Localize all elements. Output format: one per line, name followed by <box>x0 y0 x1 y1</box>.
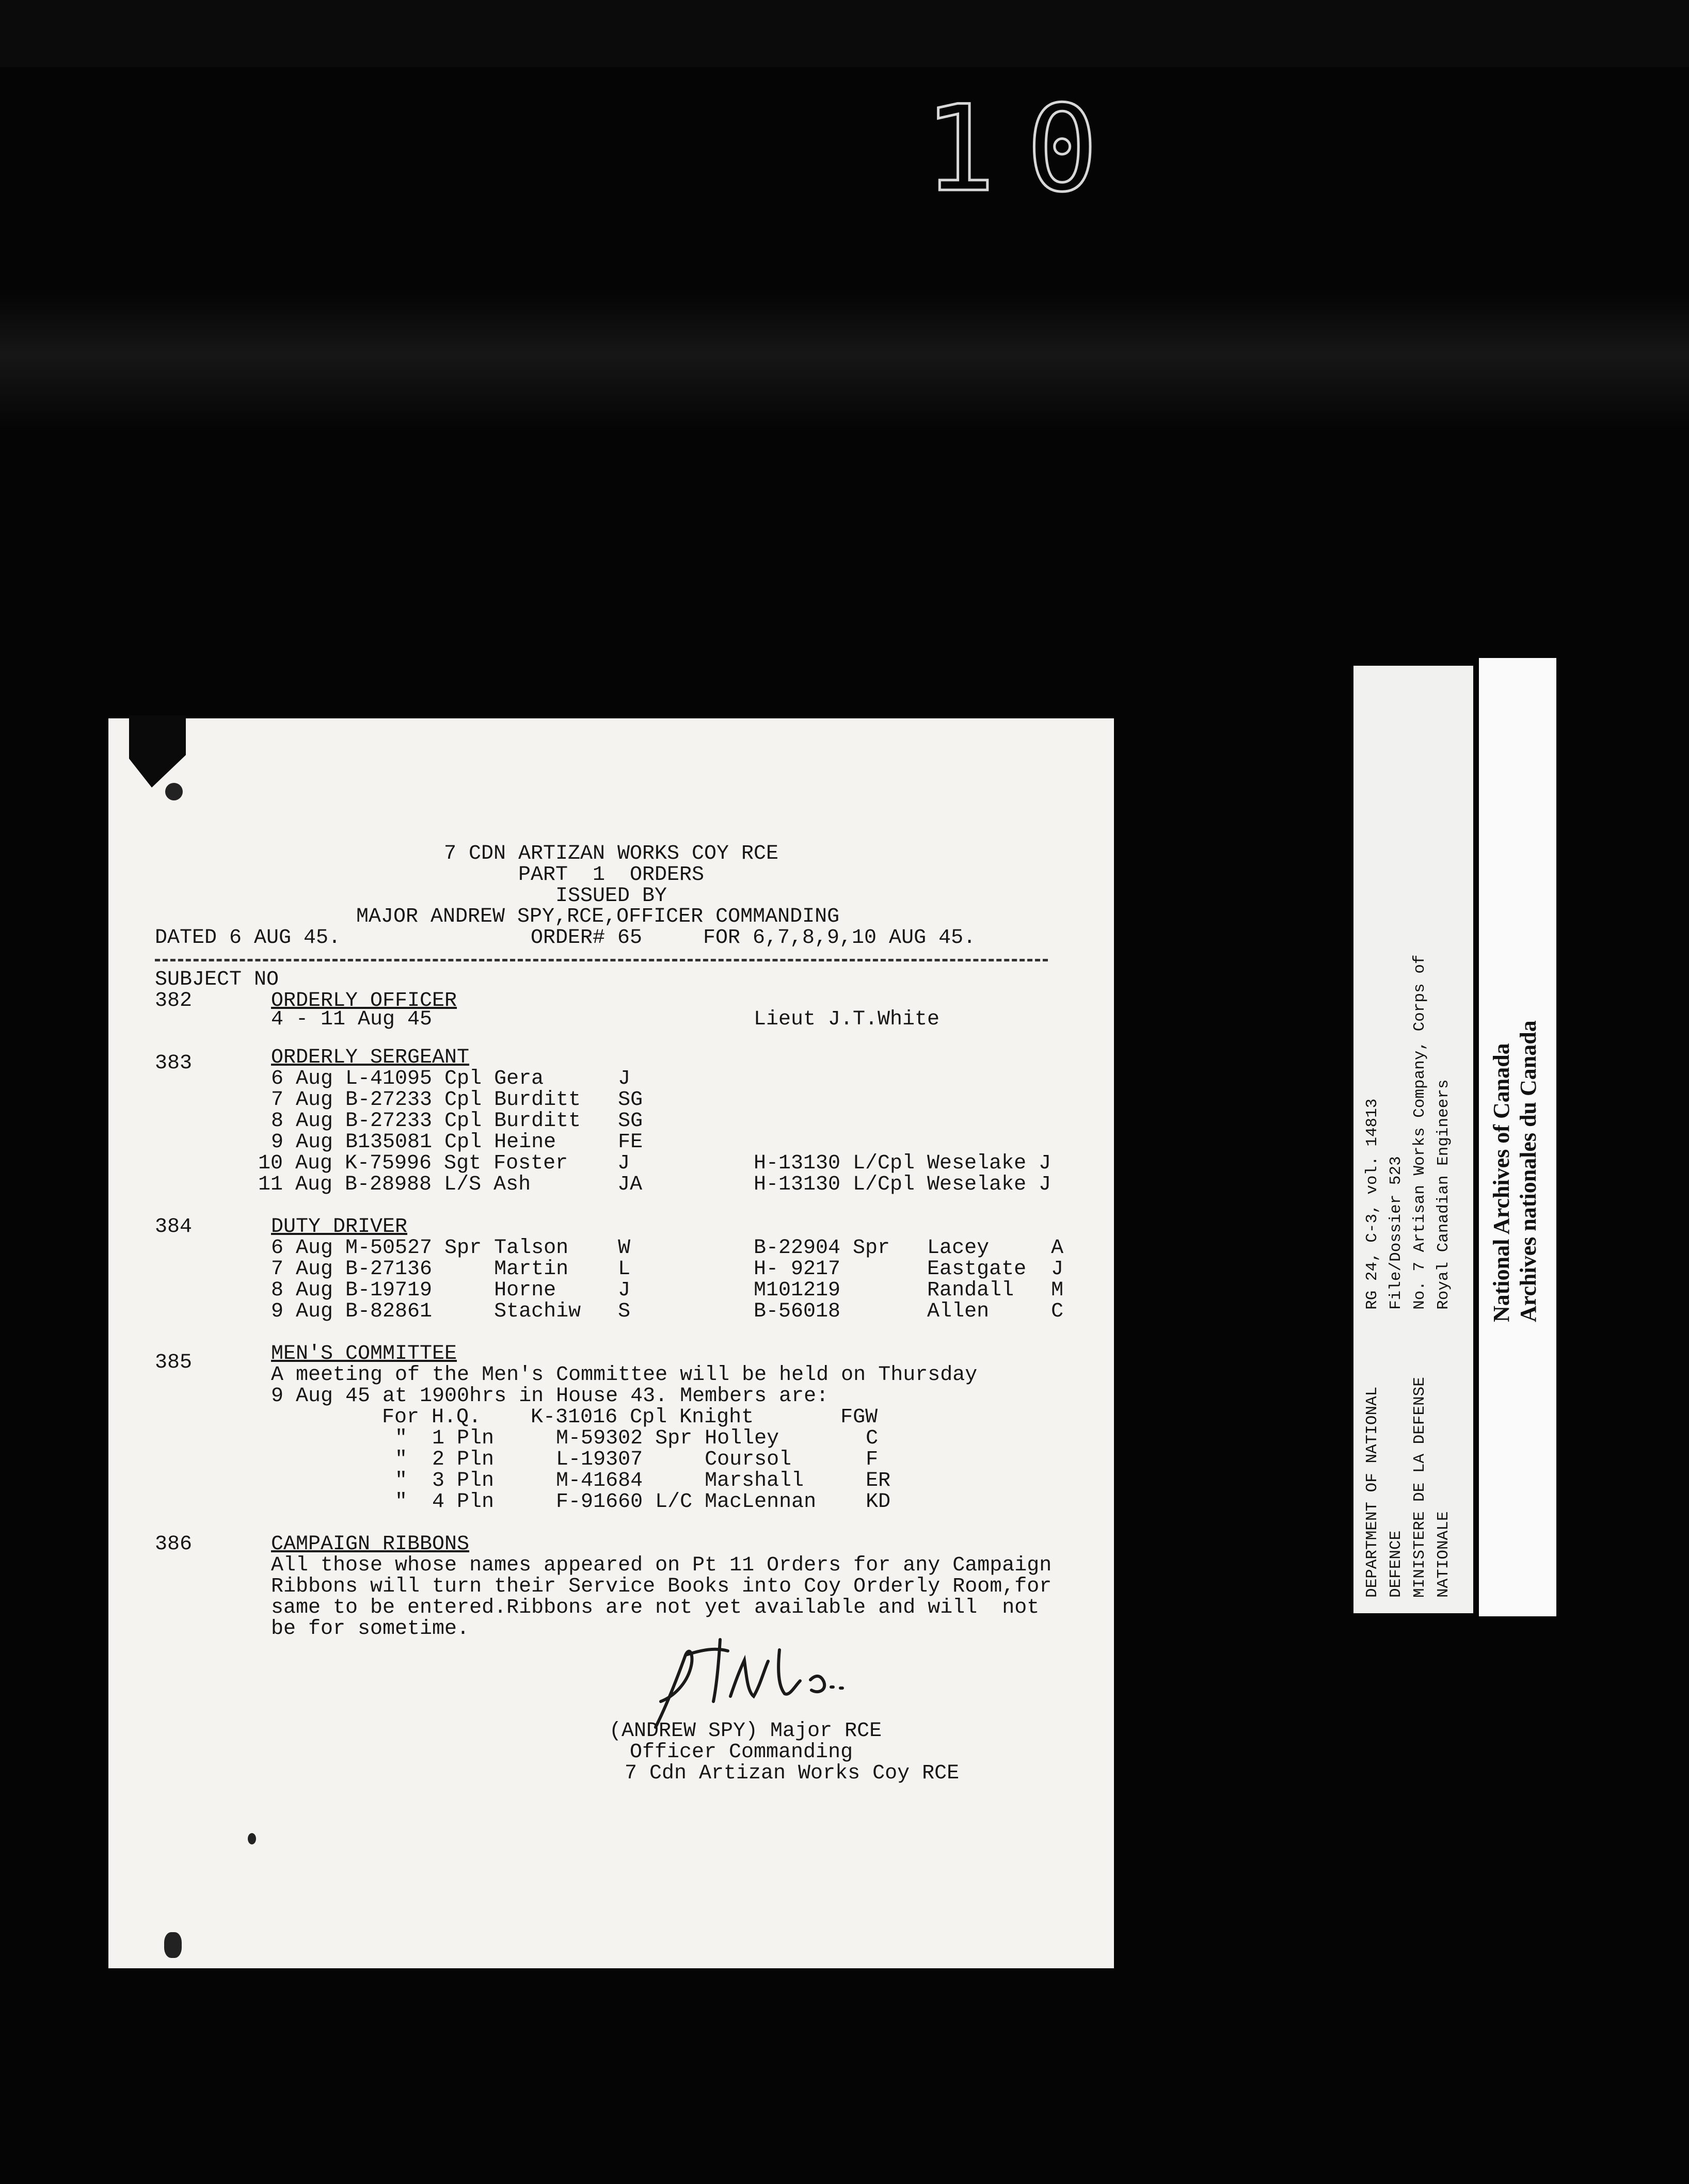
subject-number: 386 <box>155 1533 193 1556</box>
order-number: ORDER# 65 <box>531 926 643 950</box>
frame-number: 10 <box>924 81 1129 218</box>
section-title: MEN'S COMMITTEE <box>271 1342 457 1366</box>
unit-heading: 7 CDN ARTIZAN WORKS COY RCE <box>443 842 779 865</box>
ribbons-text: be for sometime. <box>271 1617 470 1641</box>
alternate-entry: M101219 Randall M <box>754 1279 1064 1302</box>
label-line: NATIONALE Royal Canadian Engineers <box>1435 1079 1453 1598</box>
for-dates: FOR 6,7,8,9,10 AUG 45. <box>703 926 976 950</box>
roster-row: 11 Aug B-28988 L/S Ash JA <box>258 1173 643 1196</box>
committee-text: A meeting of the Men's Committee will be held on Thursday <box>271 1363 978 1387</box>
ribbons-text: All those whose names appeared on Pt 11 Orders for any Campaign <box>271 1554 1052 1577</box>
roster-row: 10 Aug K-75996 Sgt Foster J <box>258 1152 630 1175</box>
alternate-entry: H-13130 L/Cpl Weselake J <box>754 1152 1051 1175</box>
member-row: For H.Q. K-31016 Cpl Knight FGW <box>382 1406 878 1429</box>
section-title: CAMPAIGN RIBBONS <box>271 1533 470 1556</box>
roster-row: 8 Aug B-19719 Horne J <box>271 1279 631 1302</box>
nac-french: Archives nationales du Canada <box>1516 1020 1541 1322</box>
subject-number: 385 <box>155 1351 193 1374</box>
archive-reference-label <box>1353 666 1473 1613</box>
roster-row: 9 Aug B-82861 Stachiw S <box>271 1300 631 1323</box>
alternate-entry: B-22904 Spr Lacey A <box>754 1236 1064 1260</box>
committee-text: 9 Aug 45 at 1900hrs in House 43. Members are: <box>271 1385 829 1408</box>
roster-row: 7 Aug B-27233 Cpl Burditt SG <box>271 1088 643 1112</box>
film-strip-edge <box>0 0 1689 67</box>
dated: DATED 6 AUG 45. <box>155 926 341 950</box>
label-line: DEFENCE File/Dossier 523 <box>1387 1156 1405 1598</box>
nac-english: National Archives of Canada <box>1489 1043 1514 1322</box>
subject-number: 383 <box>155 1052 193 1075</box>
officer-dates: 4 - 11 Aug 45 <box>271 1008 433 1031</box>
signatory-title: Officer Commanding <box>630 1741 853 1764</box>
subject-no-header: SUBJECT NO <box>155 968 279 991</box>
section-title: ORDERLY OFFICER <box>271 989 457 1013</box>
roster-row: 6 Aug L-41095 Cpl Gera J <box>271 1067 631 1090</box>
ribbons-text: Ribbons will turn their Service Books into Coy Orderly Room,for <box>271 1575 1052 1598</box>
alternate-entry: B-56018 Allen C <box>754 1300 1064 1323</box>
member-row: " 1 Pln M-59302 Spr Holley C <box>395 1427 879 1450</box>
section-title: DUTY DRIVER <box>271 1215 408 1239</box>
film-haze <box>0 294 1689 428</box>
roster-row: 6 Aug M-50527 Spr Talson W <box>271 1236 631 1260</box>
signatory-name: (ANDREW SPY) Major RCE <box>609 1720 882 1743</box>
roster-row: 9 Aug B135081 Cpl Heine FE <box>271 1131 643 1154</box>
subject-number: 382 <box>155 989 193 1013</box>
dashed-separator <box>155 959 1048 961</box>
member-row: " 4 Pln F-91660 L/C MacLennan KD <box>395 1490 891 1514</box>
document-page <box>108 718 1114 1968</box>
member-row: " 3 Pln M-41684 Marshall ER <box>395 1469 891 1492</box>
orderly-officer-name: Lieut J.T.White <box>754 1008 940 1031</box>
commander-line: MAJOR ANDREW SPY,RCE,OFFICER COMMANDING <box>356 905 840 928</box>
signatory-unit: 7 Cdn Artizan Works Coy RCE <box>625 1762 960 1785</box>
label-line: DEPARTMENT OF NATIONAL RG 24, C-3, vol. 14813 <box>1363 1098 1381 1598</box>
member-row: " 2 Pln L-19307 Coursol F <box>395 1448 879 1471</box>
roster-row: 8 Aug B-27233 Cpl Burditt SG <box>271 1110 643 1133</box>
subject-number: 384 <box>155 1215 193 1239</box>
alternate-entry: H- 9217 Eastgate J <box>754 1258 1064 1281</box>
national-archives-label <box>1479 658 1556 1616</box>
part-heading: PART 1 ORDERS <box>518 863 705 887</box>
ribbons-text: same to be entered.Ribbons are not yet available and will not <box>271 1596 1040 1619</box>
section-title: ORDERLY SERGEANT <box>271 1046 470 1069</box>
label-line: MINISTERE DE LA DEFENSE No. 7 Artisan Works Company, Corps of <box>1411 954 1429 1598</box>
roster-row: 7 Aug B-27136 Martin L <box>271 1258 631 1281</box>
alternate-entry: H-13130 L/Cpl Weselake J <box>754 1173 1051 1196</box>
issued-by: ISSUED BY <box>555 885 667 908</box>
